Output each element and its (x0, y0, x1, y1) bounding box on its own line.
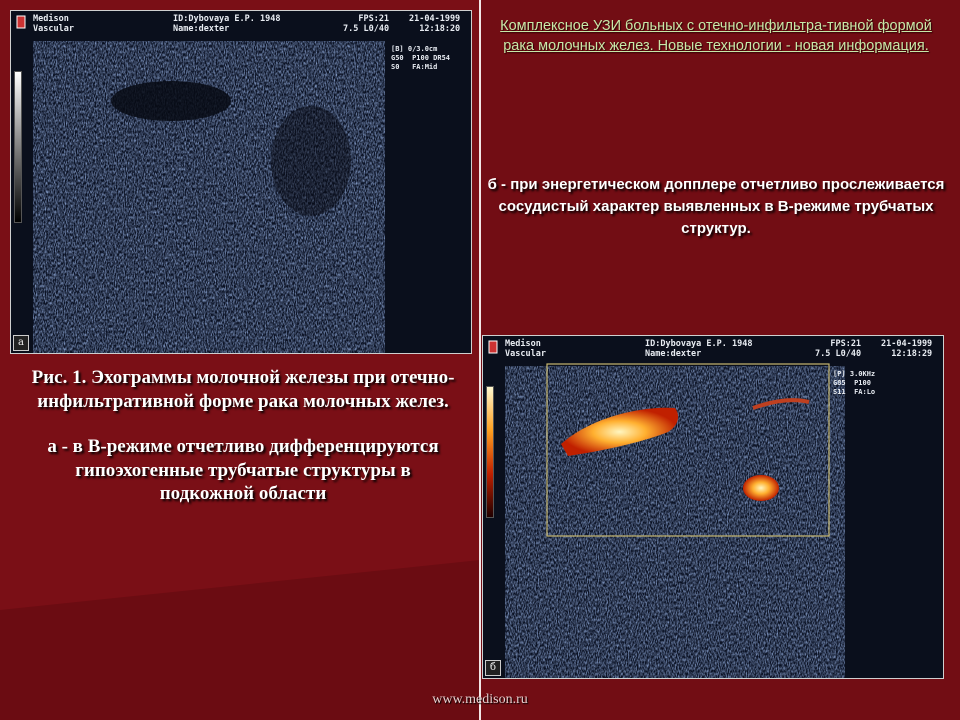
figure-title: Рис. 1. Эхограммы молочной железы при отечно-инфильтративной форме рака молочных желез. (31, 367, 455, 412)
image-label: б (485, 660, 501, 676)
brand-line1: Medison (33, 14, 69, 24)
fps: FPS:21 (830, 339, 862, 349)
date: 21-04-1999 (409, 14, 461, 24)
ultrasound-image-b (482, 335, 944, 679)
website-footer[interactable]: www.medison.ru (432, 692, 528, 707)
title-link[interactable]: Комплексное УЗИ больных с отечно-инфильтра-тивной формой рака молочных желез. Новые технологии - новая информация. (500, 18, 932, 54)
medison-logo (487, 339, 499, 355)
patient-id: ID:Dybovaya E.P. 1948 (645, 339, 753, 349)
time: 12:18:29 (891, 349, 933, 359)
scan-params: [B] 0/3.0cm G50 P100 DR54 S0 FA:Mid (391, 45, 451, 71)
brand-line2: Vascular (33, 24, 74, 34)
medison-logo (15, 14, 27, 30)
scan-params: [P] 3.0KHz G85 P100 S11 FA:Lo (833, 370, 876, 396)
patient-name: Name:dexter (173, 24, 230, 34)
image-label: а (13, 335, 29, 351)
fps: FPS:21 (358, 14, 390, 24)
color-scale-bar (486, 386, 494, 518)
gray-scale-bar (14, 71, 22, 223)
image-a-description: а - в В-режиме отчетливо дифференцируются гипоэхогенные трубчатые структуры в подкожной области (47, 436, 439, 504)
figure-caption (26, 366, 460, 506)
divider-line (479, 0, 481, 720)
patient-name: Name:dexter (645, 349, 702, 359)
brand-line2: Vascular (505, 349, 546, 359)
probe-scale: 7.5 L0/40 (343, 24, 390, 34)
brand-line1: Medison (505, 339, 541, 349)
ultrasound-image-a (10, 10, 472, 354)
date: 21-04-1999 (881, 339, 933, 349)
probe-scale: 7.5 L0/40 (815, 349, 862, 359)
time: 12:18:20 (419, 24, 461, 34)
doppler-description: б - при энергетическом допплере отчетливо прослеживается сосудистый характер выявленных в В-режиме трубчатых структур. (487, 176, 945, 237)
patient-id: ID:Dybovaya E.P. 1948 (173, 14, 281, 24)
